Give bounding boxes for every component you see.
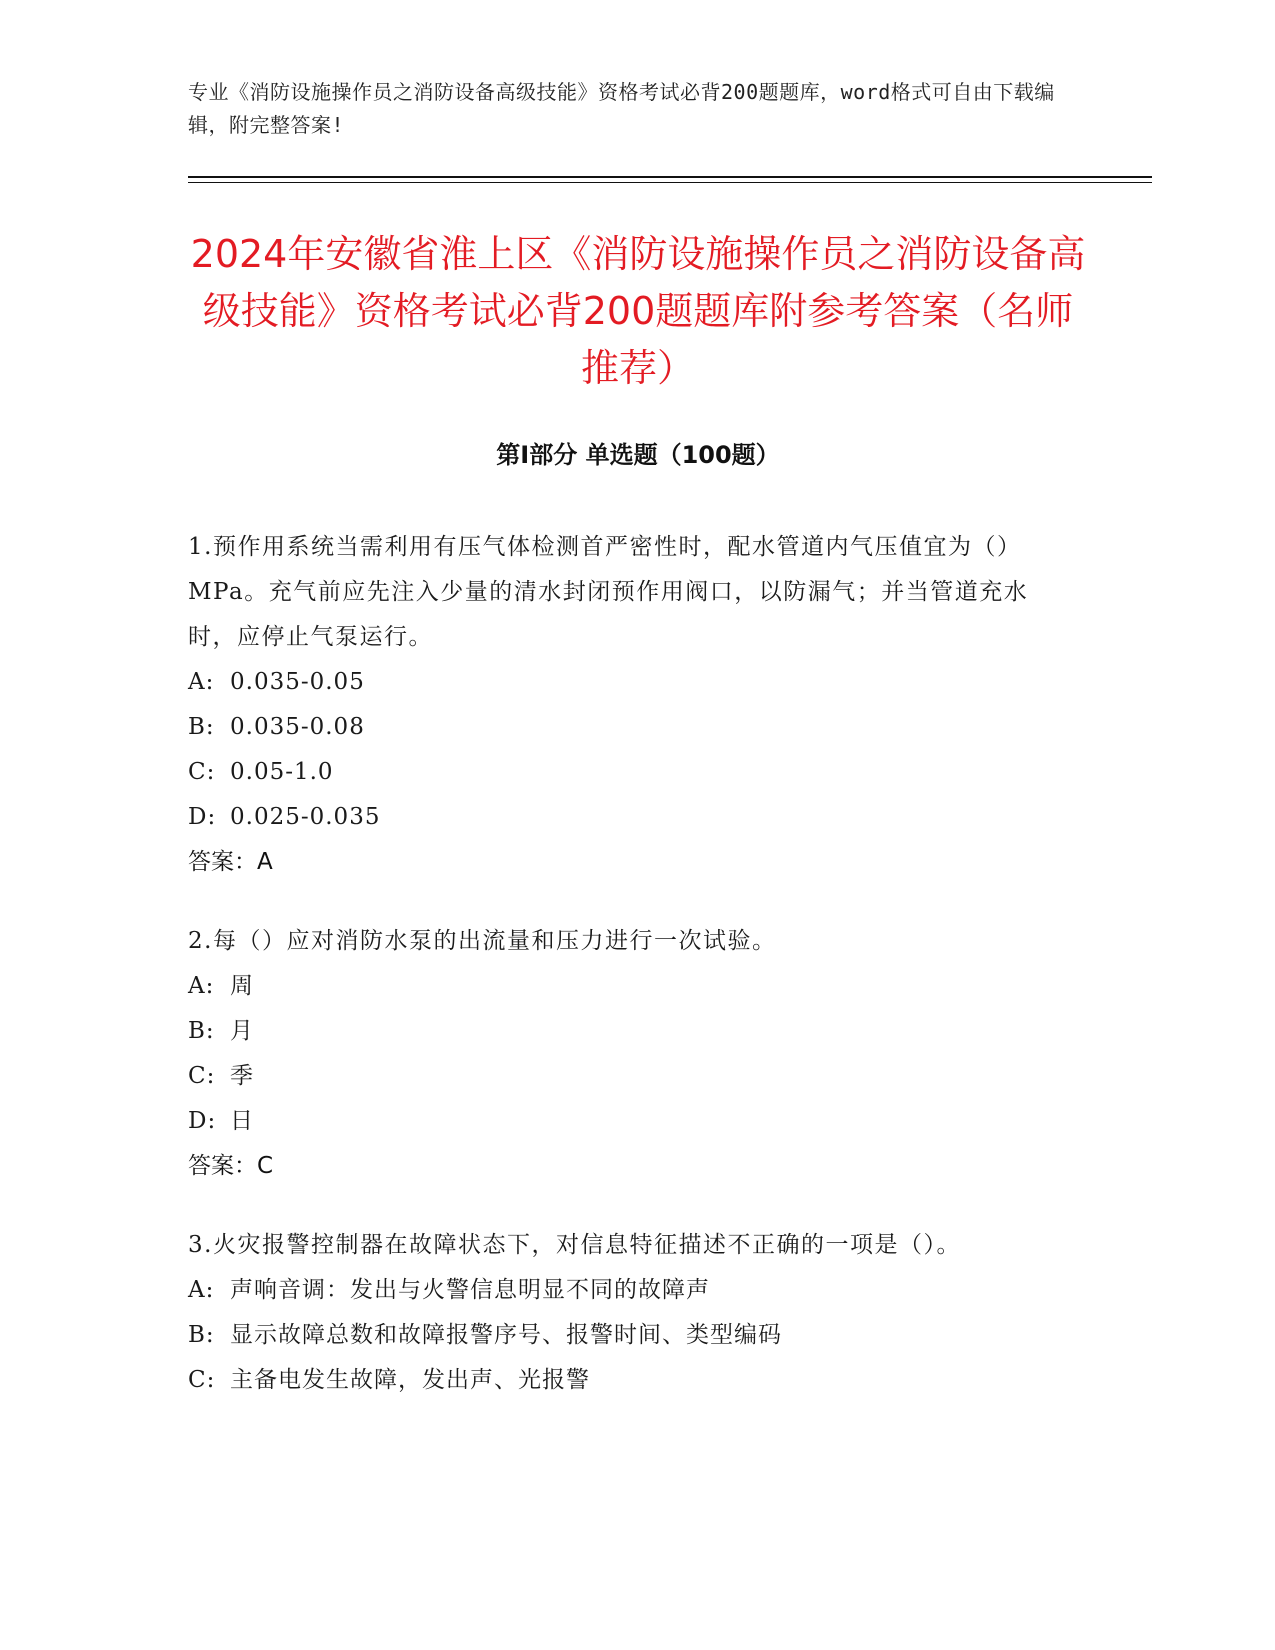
option-b	[188, 705, 1068, 750]
answer-line: 答案：A	[188, 849, 273, 875]
option-letter: C:	[188, 1367, 216, 1393]
question-text: 1.预作用系统当需利用有压气体检测首严密性时，配水管道内气压值宜为（）MPa。充气前应先注入少量的清水封闭预作用阀口，以防漏气；并当管道充水时，应停止气泵运行。	[188, 534, 1029, 650]
question-text: 2.每（）应对消防水泵的出流量和压力进行一次试验。	[188, 928, 777, 954]
option-text: 日	[230, 1108, 254, 1134]
option-text: 季	[230, 1063, 254, 1089]
option-letter: B:	[188, 1018, 215, 1044]
option-letter: C:	[188, 759, 216, 785]
option-letter: B:	[188, 714, 215, 740]
option-letter: B:	[188, 1322, 215, 1348]
option-letter: A:	[188, 973, 215, 999]
option-a	[188, 660, 1068, 705]
question-3	[188, 1223, 1068, 1403]
option-b	[188, 1009, 1068, 1054]
header-rule-thin	[188, 182, 1152, 183]
option-letter: D:	[188, 1108, 217, 1134]
header-rule-thick	[188, 176, 1152, 178]
option-d	[188, 795, 1068, 840]
header-note: 专业《消防设施操作员之消防设备高级技能》资格考试必背200题题库，word格式可自由下载编辑，附完整答案!	[188, 80, 1055, 137]
option-letter: C:	[188, 1063, 216, 1089]
question-1	[188, 525, 1068, 885]
option-b	[188, 1313, 1068, 1358]
question-2	[188, 919, 1068, 1189]
option-text: 声响音调：发出与火警信息明显不同的故障声	[230, 1277, 710, 1303]
option-text: 显示故障总数和故障报警序号、报警时间、类型编码	[230, 1322, 782, 1348]
option-a	[188, 1268, 1068, 1313]
option-a	[188, 964, 1068, 1009]
question-list	[188, 525, 1068, 1437]
option-text: 主备电发生故障，发出声、光报警	[230, 1367, 590, 1393]
option-text: 周	[230, 973, 254, 999]
option-c	[188, 1054, 1068, 1099]
option-text: 0.025-0.035	[230, 804, 381, 830]
answer-line: 答案：C	[188, 1153, 274, 1179]
document-title: 2024年安徽省淮上区《消防设施操作员之消防设备高级技能》资格考试必背200题题库附参考答案（名师推荐）	[190, 232, 1086, 390]
option-c	[188, 750, 1068, 795]
option-letter: A:	[188, 1277, 215, 1303]
option-text: 0.035-0.05	[230, 669, 365, 695]
section-title: 第Ⅰ部分 单选题（100题）	[496, 441, 780, 469]
option-letter: A:	[188, 669, 215, 695]
option-d	[188, 1099, 1068, 1144]
question-text: 3.火灾报警控制器在故障状态下，对信息特征描述不正确的一项是（）。	[188, 1232, 961, 1258]
option-c	[188, 1358, 1068, 1403]
option-letter: D:	[188, 804, 217, 830]
option-text: 月	[230, 1018, 254, 1044]
option-text: 0.05-1.0	[230, 759, 334, 785]
option-text: 0.035-0.08	[230, 714, 365, 740]
